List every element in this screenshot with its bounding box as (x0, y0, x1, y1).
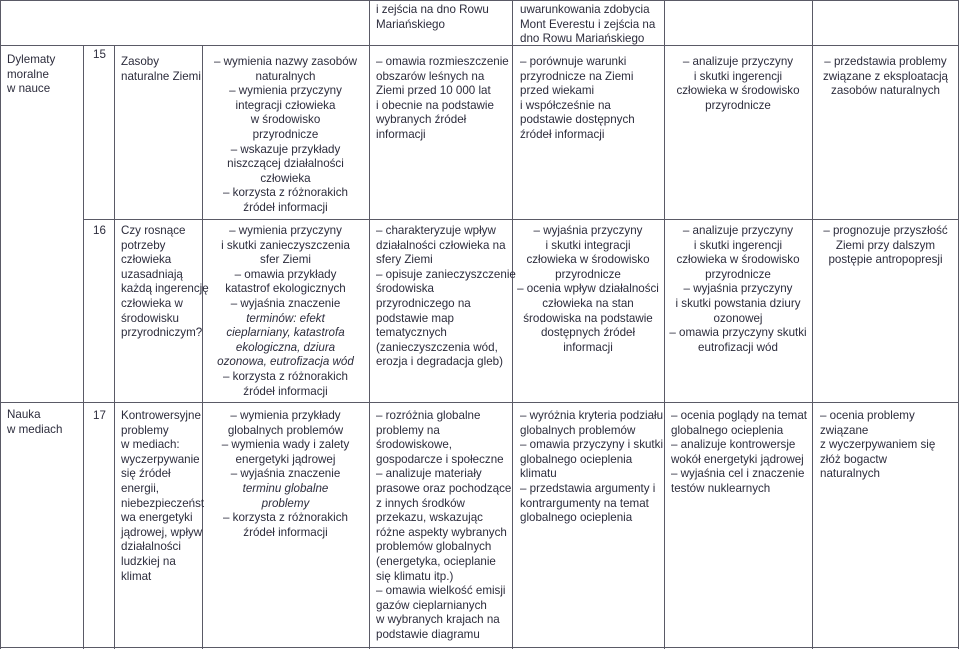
req-17-ext4 (820, 409, 935, 482)
text-line: Nauka (7, 408, 41, 421)
text-line: – ocenia problemy (820, 409, 915, 422)
text-line: problemy (121, 423, 169, 437)
text-line: – przedstawia problemy (824, 55, 947, 68)
text-line: przyrodnicze (705, 98, 771, 112)
text-line: Czy rosnące (121, 224, 186, 237)
text-line: – analizuje przyczyny (682, 224, 794, 237)
section-label-dylematy (7, 53, 55, 97)
text-line: – korzysta z różnorakich (222, 186, 348, 200)
text-line: gazów cieplarnianych (376, 598, 487, 612)
text-line: obszarów leśnych na (376, 69, 485, 83)
rule-top (0, 0, 959, 1)
text-line: – wymienia przykłady (230, 409, 341, 422)
text-line: i skutki integracji (545, 238, 631, 252)
text-line: Mariańskiego (376, 17, 445, 31)
text-line: klimatu (520, 467, 557, 481)
text-line: gospodarcze i społeczne (376, 452, 504, 466)
text-line: prasowe oraz pochodzące (376, 481, 512, 495)
text-line: i współcześnie na (520, 98, 611, 112)
text-line: – korzysta z różnorakich (222, 369, 348, 383)
text-line: sfer Ziemi (260, 253, 311, 267)
text-line: – charakteryzuje wpływ (376, 224, 496, 237)
topic-15 (121, 55, 201, 84)
text-line: ozonowa, eutrofizacja wód (217, 355, 354, 369)
text-line: globalnego ocieplenia (520, 511, 633, 525)
text-line: z wyczerpywaniem się (820, 438, 936, 452)
text-line: podstawie map (376, 311, 454, 325)
text-line: Zasoby (121, 55, 160, 68)
text-line: moralne (7, 67, 49, 81)
text-line: i skutki ingerencji (693, 238, 783, 252)
text-line: energetyki jądrowej (235, 452, 336, 466)
text-line: – analizuje przyczyny (682, 55, 794, 68)
text-line: człowieka w (121, 296, 183, 310)
text-line: naturalnych (820, 467, 880, 481)
text-line: – wymienia wady i zalety (221, 438, 350, 452)
text-line: – wyjaśnia znaczenie (230, 467, 341, 481)
req-16-basic (203, 224, 368, 399)
text-line: globalnych problemów (520, 423, 636, 437)
text-line: energii, (121, 481, 160, 495)
text-line: przyrodnicze (252, 127, 319, 141)
text-line: człowieka w środowisko (676, 253, 800, 267)
text-line: – analizuje materiały (376, 467, 482, 481)
text-line: uwarunkowania zdobycia (520, 3, 650, 16)
text-line: – omawia przyczyny i skutki (520, 438, 664, 452)
text-line: – wymienia przyczyny (229, 84, 342, 98)
text-line: każdą ingerencję (121, 282, 209, 296)
text-line: informacji (563, 340, 613, 354)
text-line: związane (820, 423, 869, 437)
text-line: przyrodnicze na Ziemi (520, 69, 634, 83)
text-line: (zanieczyszczenia wód, (376, 340, 498, 354)
text-line: naturalne Ziemi (121, 69, 201, 83)
lesson-number-17: 17 (93, 409, 106, 422)
text-line: globalnego ocieplenia (520, 452, 633, 466)
top-c4 (376, 3, 489, 32)
text-line: terminów: efekt (246, 311, 325, 325)
text-line: ozonowej (713, 311, 763, 325)
text-line: środowisku (121, 311, 179, 325)
text-line: źródeł informacji (243, 200, 328, 214)
text-line: wybranych źródeł (376, 113, 467, 127)
text-line: źródeł informacji (243, 384, 328, 398)
text-line: – przedstawia argumenty i (520, 481, 656, 495)
text-line: – analizuje kontrowersje (671, 438, 796, 452)
text-line: złóż bogactw (820, 452, 888, 466)
text-line: przed wiekami (520, 84, 595, 98)
text-line: zasobów naturalnych (831, 84, 940, 98)
text-line: w wybranych krajach na (376, 613, 500, 627)
req-15-ext4 (813, 55, 958, 99)
lesson-number-15: 15 (93, 48, 106, 61)
topic-16 (121, 224, 209, 341)
text-line: działalności (121, 540, 181, 554)
req-15-basic (203, 55, 368, 216)
req-15-ext1 (376, 55, 509, 143)
text-line: w mediach: (121, 438, 180, 452)
text-line: źródeł informacji (243, 525, 328, 539)
text-line: globalnych problemów (227, 423, 344, 437)
text-line: Dylematy (7, 53, 56, 66)
text-line: i skutki zanieczyszczenia (221, 238, 350, 252)
text-line: jądrowej, wpływ (121, 525, 203, 539)
text-line: człowieka w środowisko (676, 84, 800, 98)
text-line: ekologiczna, dziura (235, 340, 336, 354)
text-line: – rozróżnia globalne (376, 409, 481, 422)
text-line: środowiska (376, 282, 434, 296)
text-line: – opisuje zanieczyszczenie (376, 267, 516, 281)
text-line: człowieka (121, 253, 172, 267)
req-17-ext2 (520, 409, 663, 526)
text-line: wyczerpywanie (121, 452, 200, 466)
text-line: Ziemi przed 10 000 lat (376, 84, 491, 98)
rule-bottom (0, 647, 959, 648)
text-line: i obecnie na podstawie (376, 98, 494, 112)
text-line: – ocenia wpływ działalności (517, 282, 659, 296)
col-divider-5 (369, 0, 370, 649)
col-divider-1 (0, 0, 1, 649)
req-17-ext3 (671, 409, 807, 497)
text-line: podstawie dostępnych (520, 113, 635, 127)
text-line: dostępnych źródeł (540, 326, 636, 340)
text-line: – korzysta z różnorakich (222, 511, 348, 525)
text-line: środowiska na podstawie (523, 311, 653, 325)
text-line: wa energetyki (121, 511, 193, 525)
text-line: Ziemi przy dalszym (835, 238, 936, 252)
text-line: przyrodnicze (705, 267, 771, 281)
text-line: kontrargumenty na temat (520, 496, 649, 510)
text-line: i zejścia na dno Rowu (376, 3, 489, 16)
text-line: (energetyka, ocieplanie (376, 554, 496, 568)
text-line: człowieka na stan (542, 296, 634, 310)
text-line: w środowisko (250, 113, 321, 127)
text-line: – wyróżnia kryteria podziału (520, 409, 664, 422)
text-line: i skutki ingerencji (693, 69, 783, 83)
text-line: człowieka w środowisko (526, 253, 650, 267)
text-line: problemy (261, 496, 310, 510)
text-line: erozja i degradacja gleb) (376, 355, 503, 369)
req-16-ext2 (513, 224, 663, 355)
rule-row16-top (83, 219, 959, 220)
text-line: eutrofizacji wód (698, 340, 778, 354)
text-line: problemów globalnych (376, 540, 492, 554)
text-line: – wyjaśnia przyczyny (683, 282, 793, 296)
text-line: testów nuklearnych (671, 481, 771, 495)
text-line: przekazu, wskazując (376, 511, 483, 525)
text-line: – wymienia przyczyny (229, 224, 342, 237)
text-line: środowiskowe, (376, 438, 453, 452)
text-line: – omawia przyczyny skutki (669, 326, 807, 340)
text-line: – ocenia poglądy na temat (671, 409, 808, 422)
text-line: informacji (376, 127, 426, 141)
text-line: Mont Everestu i zejścia na (520, 17, 656, 31)
text-line: przyrodniczego na (376, 296, 471, 310)
text-line: się źródeł (121, 467, 171, 481)
text-line: źródeł informacji (520, 127, 605, 141)
text-line: – wyjaśnia cel i znaczenie (671, 467, 805, 481)
text-line: integracji człowieka (235, 98, 336, 112)
text-line: w nauce (7, 82, 51, 96)
text-line: wokół energetyki jądrowej (671, 452, 804, 466)
text-line: związane z eksploatacją (822, 69, 949, 83)
req-17-ext1 (376, 409, 511, 643)
topic-17 (121, 409, 204, 584)
text-line: i skutki powstania dziury (675, 296, 801, 310)
text-line: potrzeby (121, 238, 166, 252)
req-15-ext3 (665, 55, 811, 113)
req-17-basic (203, 409, 368, 540)
text-line: – porównuje warunki (520, 55, 627, 68)
col-divider-2 (83, 45, 84, 649)
text-line: przyrodniczym? (121, 326, 203, 340)
col-divider-3 (114, 45, 115, 649)
section-label-nauka (7, 408, 62, 437)
rule-row17-top (0, 402, 959, 403)
text-line: – wyjaśnia przyczyny (533, 224, 643, 237)
text-line: przyrodnicze (555, 267, 621, 281)
text-line: podstawie diagramu (376, 627, 480, 641)
text-line: – omawia przykłady (234, 267, 337, 281)
text-line: niebezpieczeńst (121, 496, 205, 510)
text-line: – omawia rozmieszczenie (376, 55, 509, 68)
text-line: sfery Ziemi (376, 253, 433, 267)
text-line: – wyjaśnia znaczenie (230, 296, 341, 310)
text-line: ludzkiej na (121, 554, 176, 568)
text-line: terminu globalne (242, 481, 329, 495)
text-line: Kontrowersyjne (121, 409, 201, 422)
text-line: – wymienia nazwy zasobów (213, 55, 358, 68)
text-line: się klimatu itp.) (376, 569, 454, 583)
text-line: uzasadniają (121, 267, 183, 281)
text-line: działalności człowieka na (376, 238, 506, 252)
text-line: katastrof ekologicznych (225, 282, 346, 296)
text-line: naturalnych (255, 69, 316, 83)
lesson-number-16: 16 (93, 224, 106, 237)
req-16-ext4 (813, 224, 958, 268)
req-16-ext3 (665, 224, 811, 355)
req-15-ext2 (520, 55, 635, 143)
text-line: dno Rowu Mariańskiego (520, 32, 645, 46)
text-line: problemy na (376, 423, 440, 437)
text-line: niszczącej działalności (227, 157, 344, 171)
text-line: – omawia wielkość emisji (376, 584, 506, 598)
text-line: globalnego ocieplenia (671, 423, 784, 437)
top-c5 (520, 3, 655, 47)
req-16-ext1 (376, 224, 516, 370)
text-line: – wskazuje przykłady (230, 142, 341, 156)
text-line: klimat (121, 569, 152, 583)
text-line: tematycznych (376, 326, 447, 340)
text-line: w mediach (7, 422, 63, 436)
text-line: z innych środków (376, 496, 465, 510)
text-line: człowieka (260, 171, 311, 185)
rule-row15-top (0, 45, 959, 46)
text-line: – prognozuje przyszłość (823, 224, 948, 237)
text-line: postępie antropopresji (828, 253, 943, 267)
text-line: różne aspekty wybranych (376, 525, 507, 539)
text-line: cieplarniany, katastrofa (226, 326, 345, 340)
